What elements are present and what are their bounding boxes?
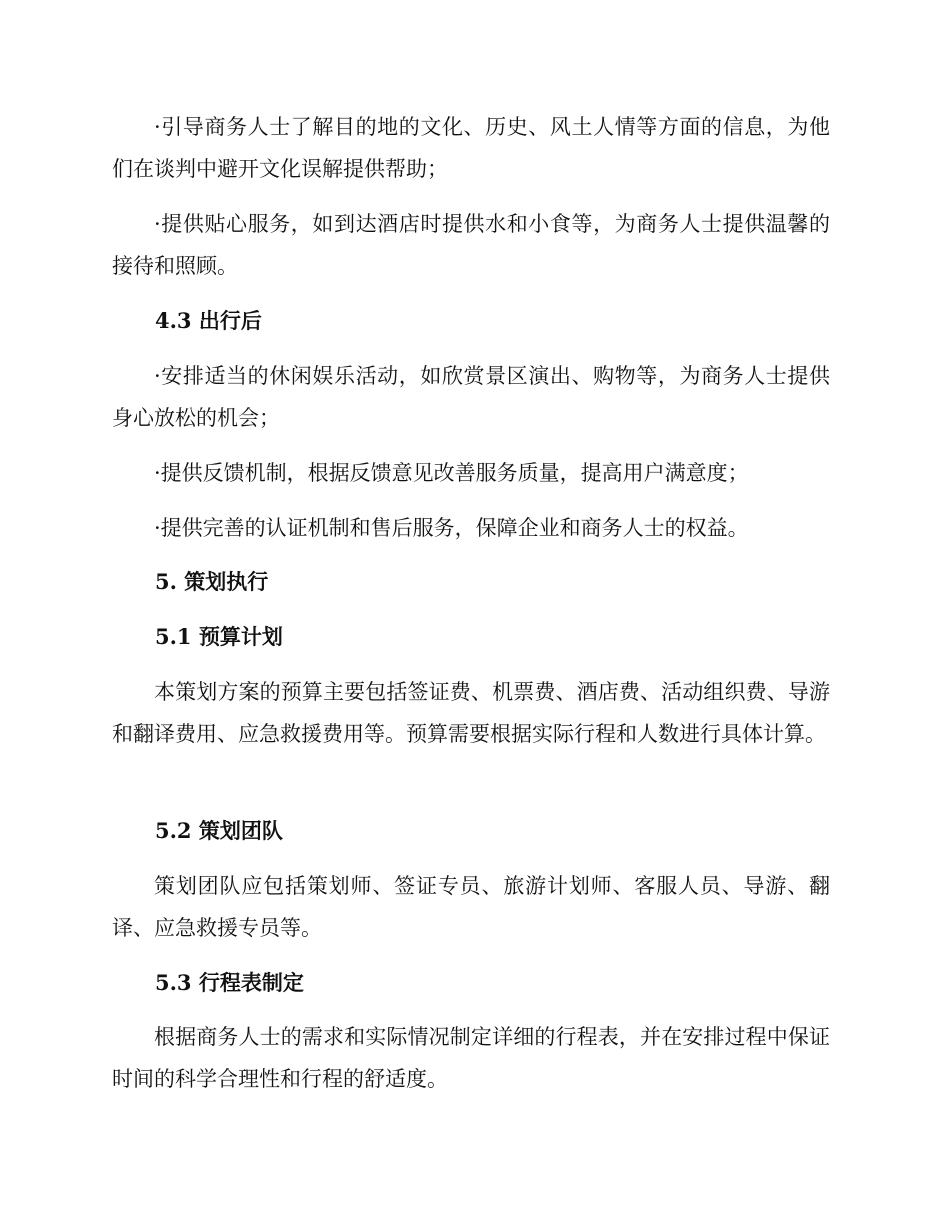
bullet-culture-guidance: ·引导商务人士了解目的地的文化、历史、风土人情等方面的信息，为他们在谈判中避开文化误解提供帮助； <box>112 115 830 181</box>
paragraph-itinerary: 根据商务人士的需求和实际情况制定详细的行程表，并在安排过程中保证时间的科学合理性和行程的舒适度。 <box>112 1025 830 1091</box>
section-heading-5-3: 5.3 行程表制定 <box>155 970 304 995</box>
section-heading-5: 5. 策划执行 <box>155 569 269 594</box>
section-heading-4-3: 4.3 出行后 <box>155 308 262 333</box>
bullet-after-sales: ·提供完善的认证机制和售后服务，保障企业和商务人士的权益。 <box>154 516 749 540</box>
section-heading-5-2: 5.2 策划团队 <box>155 818 283 843</box>
section-heading-5-1: 5.1 预算计划 <box>155 624 283 649</box>
paragraph-budget: 本策划方案的预算主要包括签证费、机票费、酒店费、活动组织费、导游和翻译费用、应急救援费用等。预算需要根据实际行程和人数进行具体计算。 <box>112 680 830 746</box>
bullet-considerate-service: ·提供贴心服务，如到达酒店时提供水和小食等，为商务人士提供温馨的接待和照顾。 <box>112 212 830 278</box>
paragraph-team: 策划团队应包括策划师、签证专员、旅游计划师、客服人员、导游、翻译、应急救援专员等。 <box>112 874 830 940</box>
bullet-leisure-activities: ·安排适当的休闲娱乐活动，如欣赏景区演出、购物等，为商务人士提供身心放松的机会； <box>112 364 830 430</box>
bullet-feedback-mechanism: ·提供反馈机制，根据反馈意见改善服务质量，提高用户满意度； <box>154 461 749 485</box>
